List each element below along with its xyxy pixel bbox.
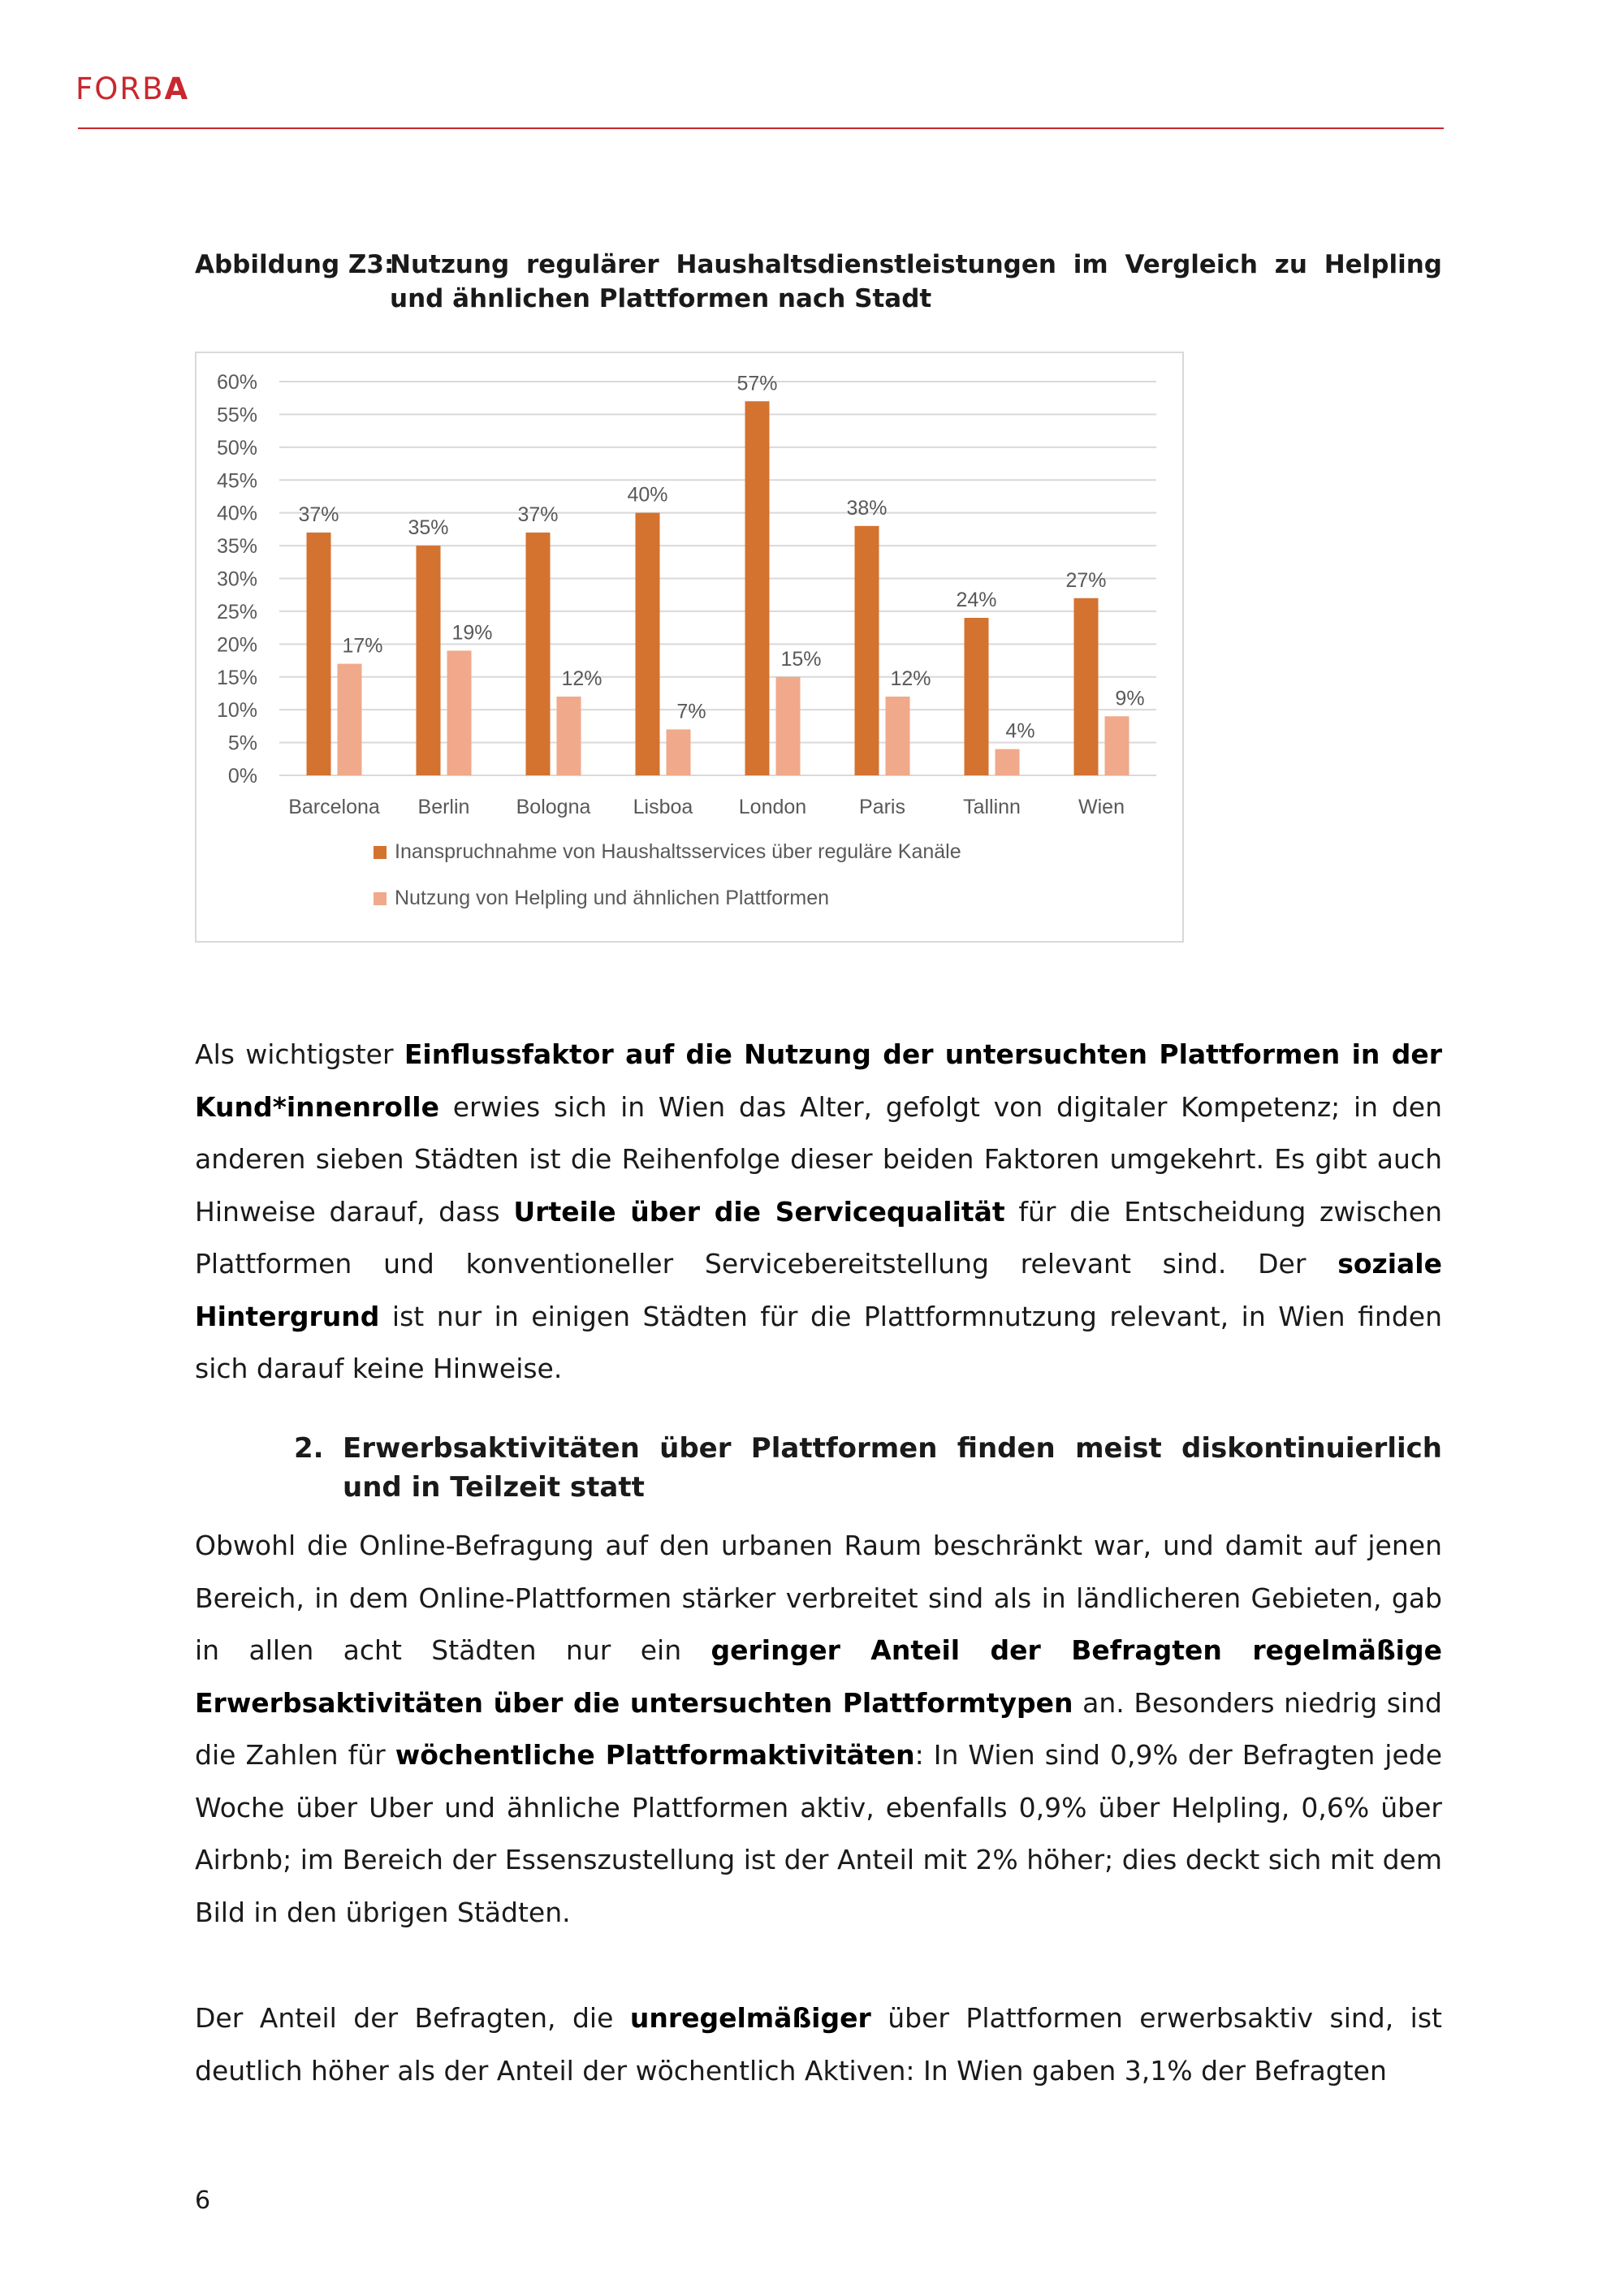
y-tick-label: 55% [216, 404, 257, 427]
bar-helpling [338, 664, 362, 775]
legend-label-helpling: Nutzung von Helpling und ähnlichen Plattformen [395, 887, 830, 909]
page-number: 6 [195, 2186, 211, 2215]
data-label: 17% [342, 634, 383, 658]
y-tick-label: 30% [216, 568, 257, 591]
data-label: 24% [956, 589, 997, 611]
bar-helpling [1105, 716, 1129, 775]
y-tick-label: 45% [216, 469, 257, 493]
legend-swatch-helpling [374, 892, 387, 905]
bar-regular [307, 533, 331, 775]
bar-regular [1074, 598, 1099, 775]
data-label: 38% [846, 496, 888, 520]
data-label: 35% [408, 516, 449, 540]
data-label: 27% [1065, 568, 1107, 592]
x-tick-label: London [738, 796, 807, 818]
data-label: 57% [736, 372, 778, 395]
data-label: 12% [890, 667, 931, 690]
text-run: Obwohl die Online-Befragung auf den urbanen Raum beschränkt war, und damit auf jenen Bereich, in dem Online-Plattformen stärker verbreitet sind als in ländlicheren Gebieten, gab in allen acht Städten nur ein [195, 1530, 1442, 1666]
bar-regular [965, 618, 989, 775]
y-tick-label: 35% [216, 535, 257, 559]
header-divider [78, 127, 1444, 129]
y-tick-label: 5% [227, 732, 257, 755]
x-tick-label: Wien [1078, 796, 1125, 818]
bold-phrase: Urteile über die Servicequalität [513, 1195, 1005, 1228]
figure-caption [195, 248, 1442, 316]
paragraph-irregular-activity [195, 1992, 1442, 2097]
text-run: an. Besonders niedrig sind die Zahlen für [195, 1686, 1443, 1771]
text-run: über Plattformen erwerbsaktiv sind, ist deutlich höher als der Anteil der wöchentlich Aktiven: In Wien gaben 3,1% der Befragten [195, 2002, 1442, 2087]
bold-phrase: Einflussfaktor auf die Nutzung der untersuchten Plattformen in der Kund*innenrolle [195, 1038, 1442, 1123]
bar-regular [526, 533, 551, 775]
text-run: ist nur in einigen Städten für die Plattformnutzung relevant, in Wien finden sich darauf keine Hinweise. [195, 1300, 1442, 1384]
bold-phrase: geringer Anteil der Befragten regelmäßige Erwerbsaktivitäten über die untersuchten Plattformtypen [195, 1634, 1442, 1719]
x-tick-label: Bologna [516, 796, 591, 818]
section-title: Erwerbsaktivitäten über Plattformen finden meist diskontinuierlich und in Teilzeit statt [343, 1432, 1442, 1504]
y-tick-label: 25% [216, 600, 257, 624]
bar-helpling [447, 650, 472, 775]
bold-phrase: wöchentliche Plattformaktivitäten [395, 1739, 915, 1771]
figure-title: Nutzung regulärer Haushaltsdienstleistungen im Vergleich zu Helpling und ähnlichen Plattformen nach Stadt [390, 250, 1442, 313]
y-tick-label: 40% [216, 502, 257, 525]
bar-helpling [667, 729, 691, 775]
bar-helpling [776, 677, 801, 775]
figure-label: Abbildung Z3: [195, 250, 395, 279]
bold-phrase: soziale Hintergrund [195, 1248, 1442, 1332]
bar-helpling [996, 749, 1020, 775]
bar-regular [417, 546, 441, 775]
bar-regular [636, 513, 660, 775]
bar-regular [745, 401, 770, 775]
x-tick-label: Tallinn [963, 796, 1021, 818]
data-label: 19% [451, 621, 493, 645]
y-tick-label: 15% [216, 666, 257, 689]
data-label: 37% [298, 503, 339, 526]
section-number: 2. [294, 1432, 324, 1465]
x-tick-label: Lisboa [633, 796, 693, 818]
data-label: 4% [1005, 719, 1035, 743]
bar-helpling [557, 697, 581, 775]
text-run: für die Entscheidung zwischen Plattformen und konventioneller Servicebereitstellung relevant sind. Der [195, 1195, 1442, 1280]
bar-chart [195, 352, 1184, 943]
text-run: Als wichtigster [195, 1038, 404, 1070]
logo-text-accent: A [164, 71, 190, 106]
data-label: 12% [561, 667, 603, 690]
x-tick-label: Berlin [417, 796, 470, 818]
y-tick-label: 10% [216, 699, 257, 723]
y-tick-label: 60% [216, 371, 257, 394]
data-label: 37% [517, 503, 559, 526]
section-heading [294, 1429, 1442, 1507]
logo-text-main: FORB [76, 71, 165, 106]
bar-helpling [886, 697, 910, 775]
data-label: 9% [1115, 687, 1145, 710]
legend-swatch-regular [374, 846, 387, 859]
bar-regular [855, 526, 879, 775]
paragraph-employment-activities [195, 1520, 1442, 1939]
bold-phrase: unregelmäßiger [629, 2002, 871, 2034]
x-tick-label: Barcelona [288, 796, 380, 818]
forba-logo [76, 71, 189, 106]
x-tick-label: Paris [859, 796, 905, 818]
y-tick-label: 50% [216, 436, 257, 460]
legend-item-helpling [374, 887, 1104, 910]
paragraph-influence-factors [195, 1029, 1442, 1396]
data-label: 15% [780, 647, 822, 671]
y-tick-label: 20% [216, 633, 257, 657]
data-label: 40% [627, 483, 668, 507]
data-label: 7% [676, 700, 706, 723]
text-run: Der Anteil der Befragten, die [195, 2002, 630, 2034]
y-tick-label: 0% [227, 765, 257, 788]
text-run: erwies sich in Wien das Alter, gefolgt von digitaler Kompetenz; in den anderen sieben Städten ist die Reihenfolge dieser beiden Faktoren umgekehrt. Es gibt auch Hinweise darauf, dass [195, 1090, 1442, 1228]
legend-label-regular: Inanspruchnahme von Haushaltsservices über reguläre Kanäle [395, 840, 961, 863]
text-run: : In Wien sind 0,9% der Befragten jede Woche über Uber und ähnliche Plattformen aktiv, ebenfalls 0,9% über Helpling, 0,6% über Airbnb; im Bereich der Essenszustellung ist der Anteil mit 2% höher; dies deckt sich mit dem Bild in den übrigen Städten. [195, 1739, 1442, 1928]
legend-item-regular [374, 840, 1104, 864]
